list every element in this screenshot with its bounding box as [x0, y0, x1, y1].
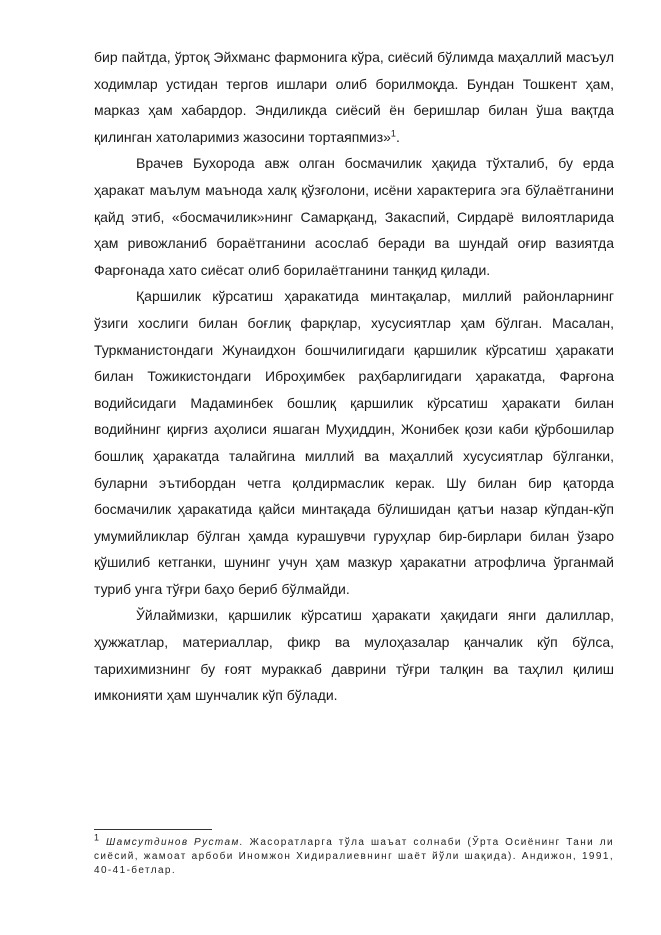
footnote-author: Шамсутдинов Рустам. [106, 837, 244, 848]
paragraph-1-text: бир пайтда, ўртоқ Эйхманс фармонига кўра, сиёсий бўлимда маҳаллий масъул ходимлар устидан тергов ишлари олиб борилмоқда. Бундан Тошкент ҳам, марказ ҳам хабардор. Эндиликда сиёсий ён беришлар билан ўша вақтда қилинган хатоларимиз жазосини тортаяпмиз» [94, 49, 614, 145]
document-body [94, 44, 614, 709]
footnote-text: Жасоратларга тўла шаъат солнаби (Ўрта Осиёнинг Тани ли сиёсий, жамоат арбоби Иномжон Хидиралиевнинг шаёт йўли шақида). Андижон, 1991, 40-41-бетлар. [94, 837, 614, 876]
footnote-divider [94, 829, 212, 830]
footnote [94, 832, 614, 878]
footnote-number: 1 [94, 832, 101, 843]
paragraph-4: Ўйлаймизки, қаршилик кўрсатиш ҳаракати ҳақидаги янги далиллар, ҳужжатлар, материаллар, фикр ва мулоҳазалар қанчалик кўп бўлса, тарихимизнинг бу ғоят мураккаб даврини тўғри талқин ва таҳлил қилиш имконияти ҳам шунчалик кўп бўлади. [94, 607, 614, 704]
footnote-reference[interactable]: 1 [390, 128, 396, 139]
paragraph-1-end: . [395, 128, 400, 145]
paragraph-3: Қаршилик кўрсатиш ҳаракатида минтақалар, миллий районларнинг ўзиги хослиги билан боғлиқ фарқлар, хусусиятлар ҳам бўлган. Масалан, Туркманистондаги Жунаидхон бошчилигидаги қаршилик кўрсатиш ҳаракати билан Тожикистондаги Иброҳимбек раҳбарлигидаги ҳаракатда, Фарғона водийсидаги Мадаминбек бошлиқ қаршилик кўрсатиш ҳаракати билан водийнинг қирғиз аҳолиси яшаган Муҳиддин, Жонибек қози каби қўрбошилар бошлиқ ҳаракатда талайгина миллий ва маҳаллий хусусиятлар бўлганки, буларни эътибордан четга қолдирмаслик керак. Шу билан бир қаторда босмачилик ҳаракатида қайси минтақада бўлишидан қатъи назар кўпдан-кўп умумийликлар бўлган ҳамда курашувчи гуруҳлар бир-бирлари билан ўзаро қўшилиб кетганки, шунинг учун ҳам мазкур ҳаракатни атрофлича ўрганмай туриб унга тўғри баҳо бериб бўлмайди. [94, 288, 614, 597]
paragraph-2: Врачев Бухорода авж олган босмачилик ҳақида тўхталиб, бу ерда ҳаракат маълум маънода халқ қўзғолони, исёни характерига эга бўлаётганини қайд этиб, «босмачилик»нинг Самарқанд, Закаспий, Сирдарё вилоятларида ҳам ривожланиб бораётганини асослаб беради ва шундай оғир вазиятда Фарғонада хато сиёсат олиб борилаётганини танқид қилади. [94, 155, 614, 278]
paragraph-1 [94, 44, 614, 150]
